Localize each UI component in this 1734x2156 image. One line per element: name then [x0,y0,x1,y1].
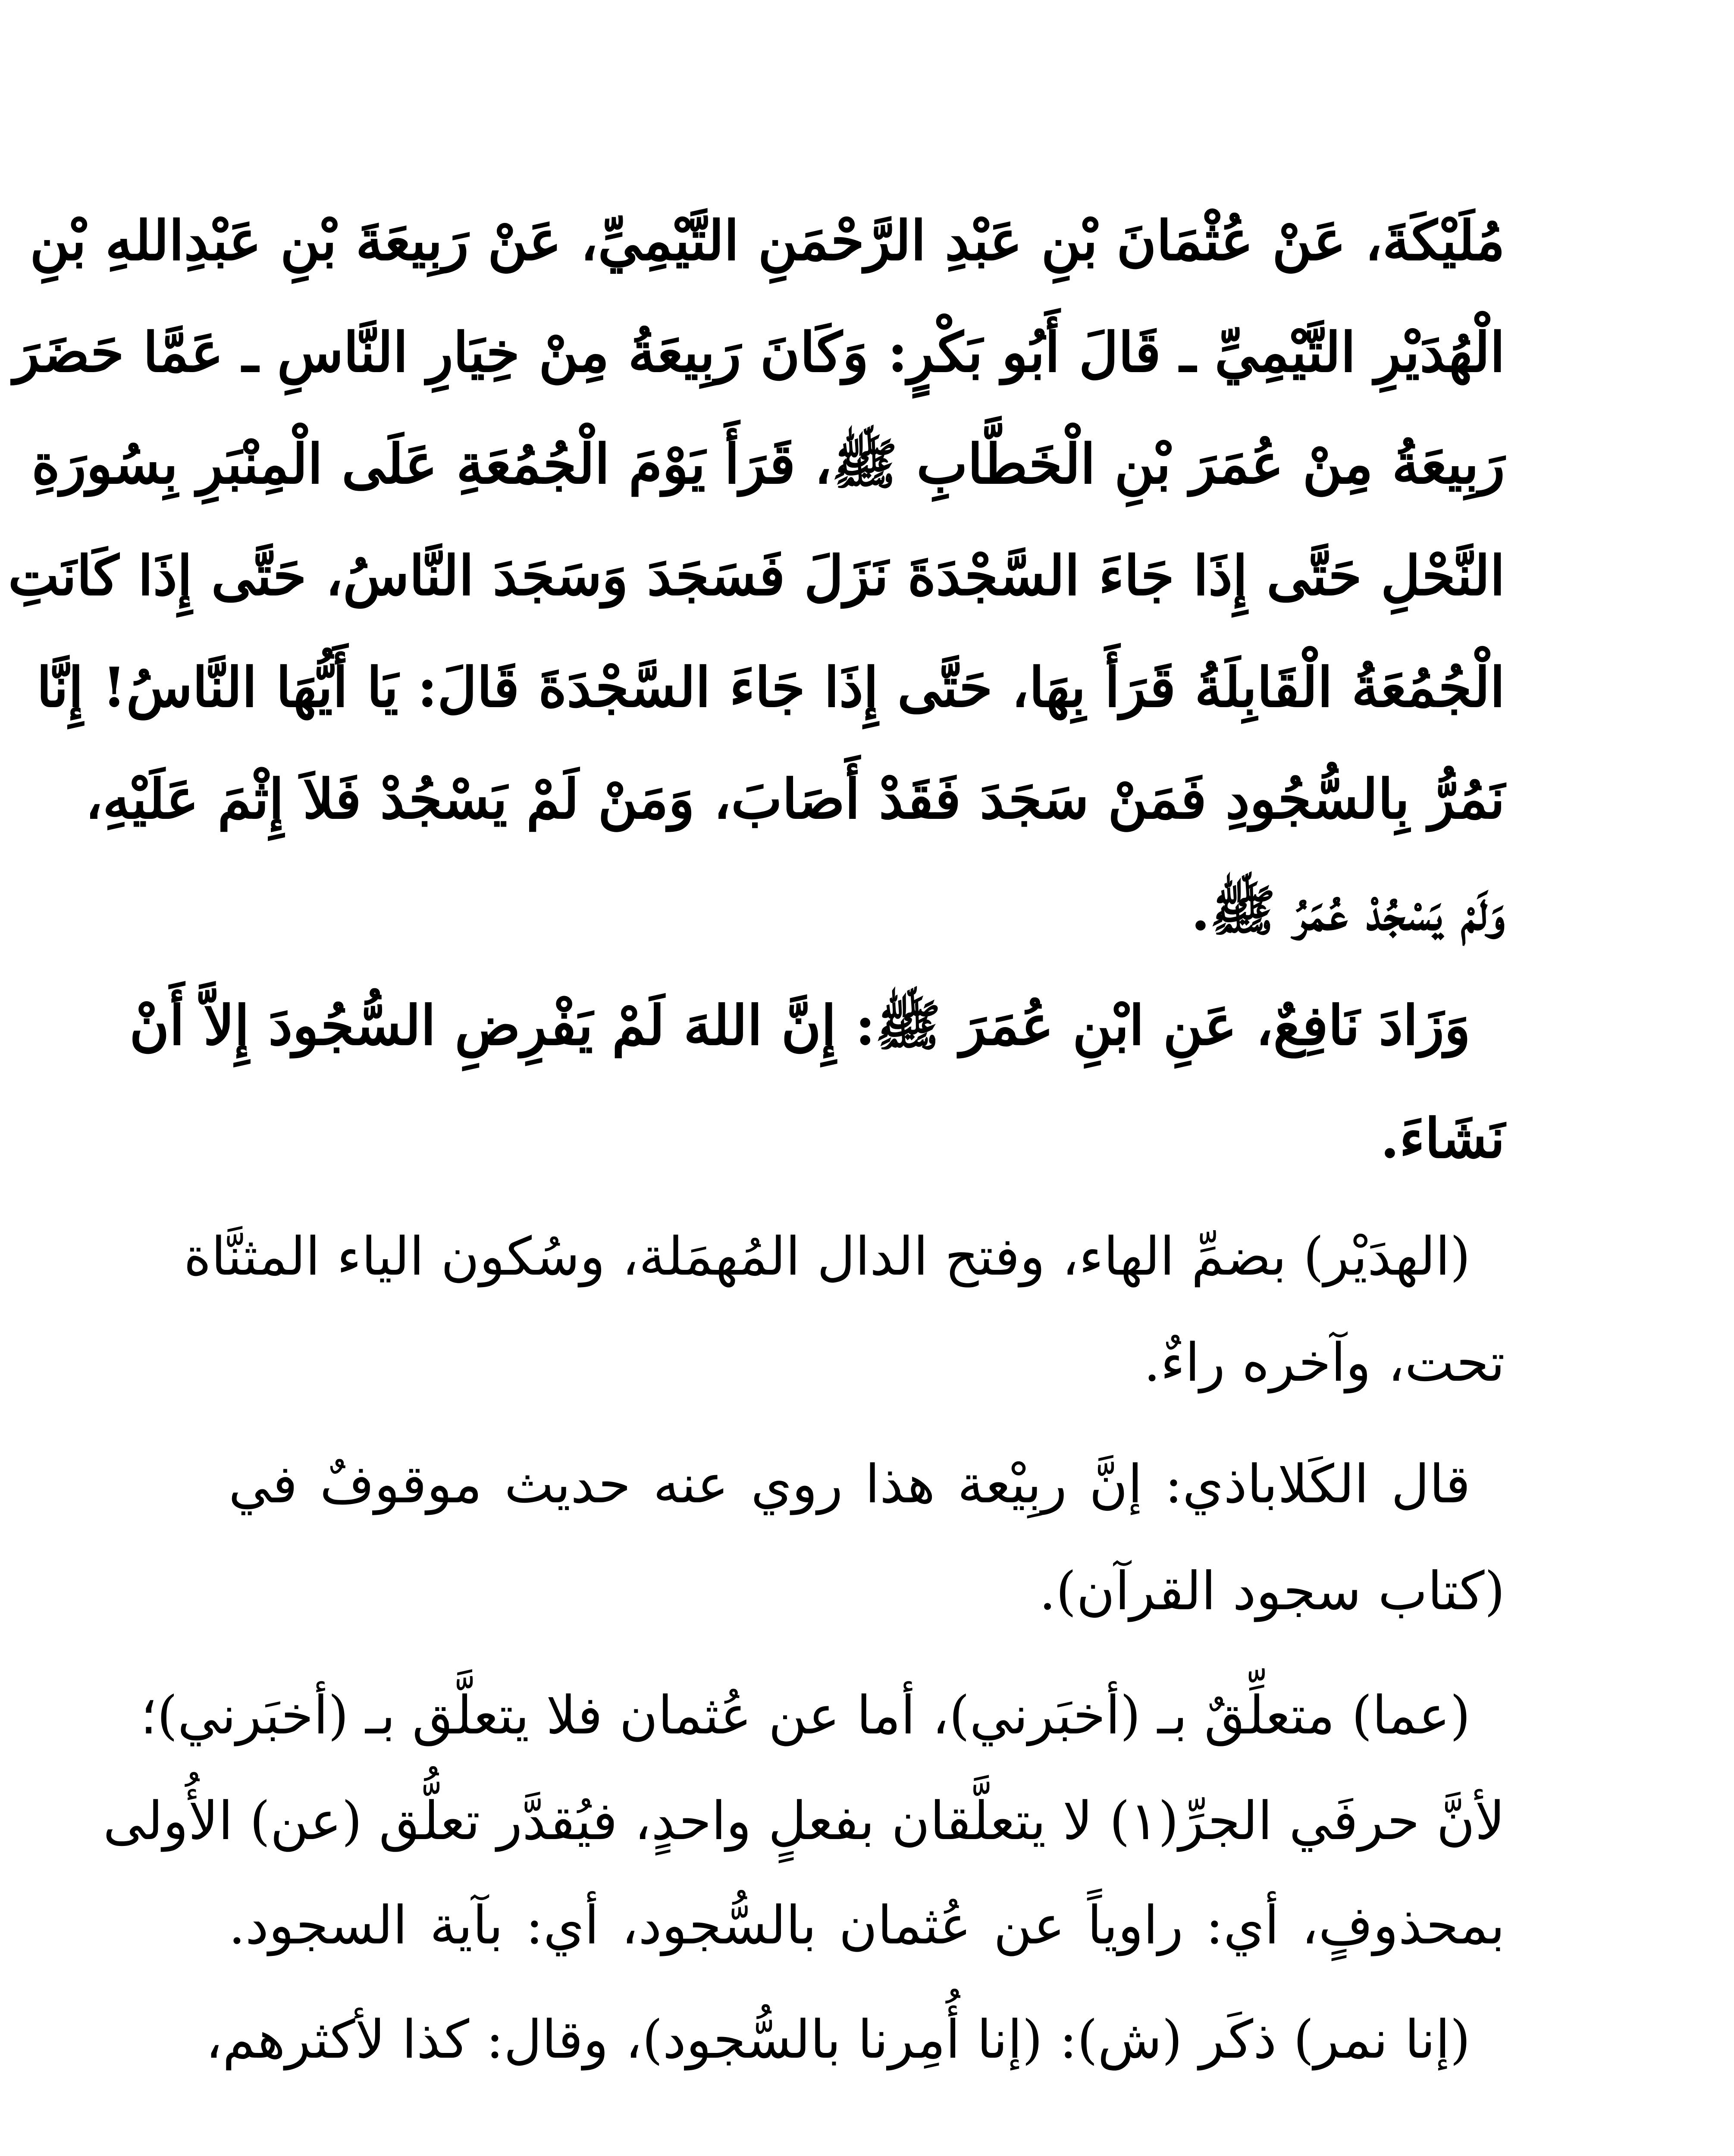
commentary-line: تحت، وآخره راءٌ. [1144,1332,1505,1393]
commentary-line: بمحذوفٍ، أي: راوياً عن عُثمان بالسُّجود، أي: بآية السجود. [229,1895,1505,1956]
nafi-line: نَشَاءَ. [1380,1106,1505,1170]
commentary-line: (الهدَيْر) بضمِّ الهاء، وفتح الدال المُهمَلة، وسُكون الياء المثنَّاة [183,1226,1471,1287]
commentary-line: (عما) متعلِّقٌ بـ (أخبَرني)، أما عن عُثمان فلا يتعلَّق بـ (أخبَرني)؛ [140,1685,1471,1746]
commentary-line: (كتاب سجود القرآن). [1039,1561,1505,1622]
commentary-line: لأنَّ حرفَي الجرِّ(١) لا يتعلَّقان بفعلٍ واحدٍ، فيُقدَّر تعلُّق (عن) الأُولى [103,1790,1505,1852]
commentary-line: (إنا نمر) ذكَر (ش): (إنا أُمِرنا بالسُّجود)، وقال: كذا لأكثرهم، [205,2009,1471,2070]
commentary-line: قال الكَلاباذي: إنَّ ربِيْعة هذا روي عنه حديث موقوفٌ في [229,1454,1471,1515]
hadith-line: الْجُمُعَةُ الْقَابِلَةُ قَرَأَ بِهَا، حَتَّى إِذَا جَاءَ السَّجْدَةَ قَالَ: يَا أَيُّهَا النَّاسُ! إِنَّا [36,655,1505,719]
hadith-line: مُلَيْكَةَ، عَنْ عُثْمَانَ بْنِ عَبْدِ الرَّحْمَنِ التَّيْمِيِّ، عَنْ رَبِيعَةَ بْنِ عَبْدِاللهِ بْنِ [30,209,1505,273]
nafi-line: وَزَادَ نَافِعٌ، عَنِ ابْنِ عُمَرَ ﷺ: إِنَّ اللهَ لَمْ يَفْرِضِ السُّجُودَ إِلاَّ أَنْ [129,993,1471,1057]
hadith-line: الْهُدَيْرِ التَّيْمِيِّ ـ قَالَ أَبُو بَكْرٍ: وَكَانَ رَبِيعَةُ مِنْ خِيَارِ النَّاسِ ـ عَمَّا حَضَرَ [13,320,1505,384]
hadith-line: النَّحْلِ حَتَّى إِذَا جَاءَ السَّجْدَةَ نَزَلَ فَسَجَدَ وَسَجَدَ النَّاسُ، حَتَّى إِذَا كَانَتِ [8,544,1505,608]
hadith-line: رَبِيعَةُ مِنْ عُمَرَ بْنِ الْخَطَّابِ ﷺ، قَرَأَ يَوْمَ الْجُمُعَةِ عَلَى الْمِنْبَرِ بِسُورَةِ [31,432,1505,496]
hadith-line: نَمُرُّ بِالسُّجُودِ فَمَنْ سَجَدَ فَقَدْ أَصَابَ، وَمَنْ لَمْ يَسْجُدْ فَلاَ إِثْمَ عَلَيْهِ، [85,767,1505,831]
hadith-line: وَلَمْ يَسْجُدْ عُمَرُ ﷺ. [1191,879,1505,943]
